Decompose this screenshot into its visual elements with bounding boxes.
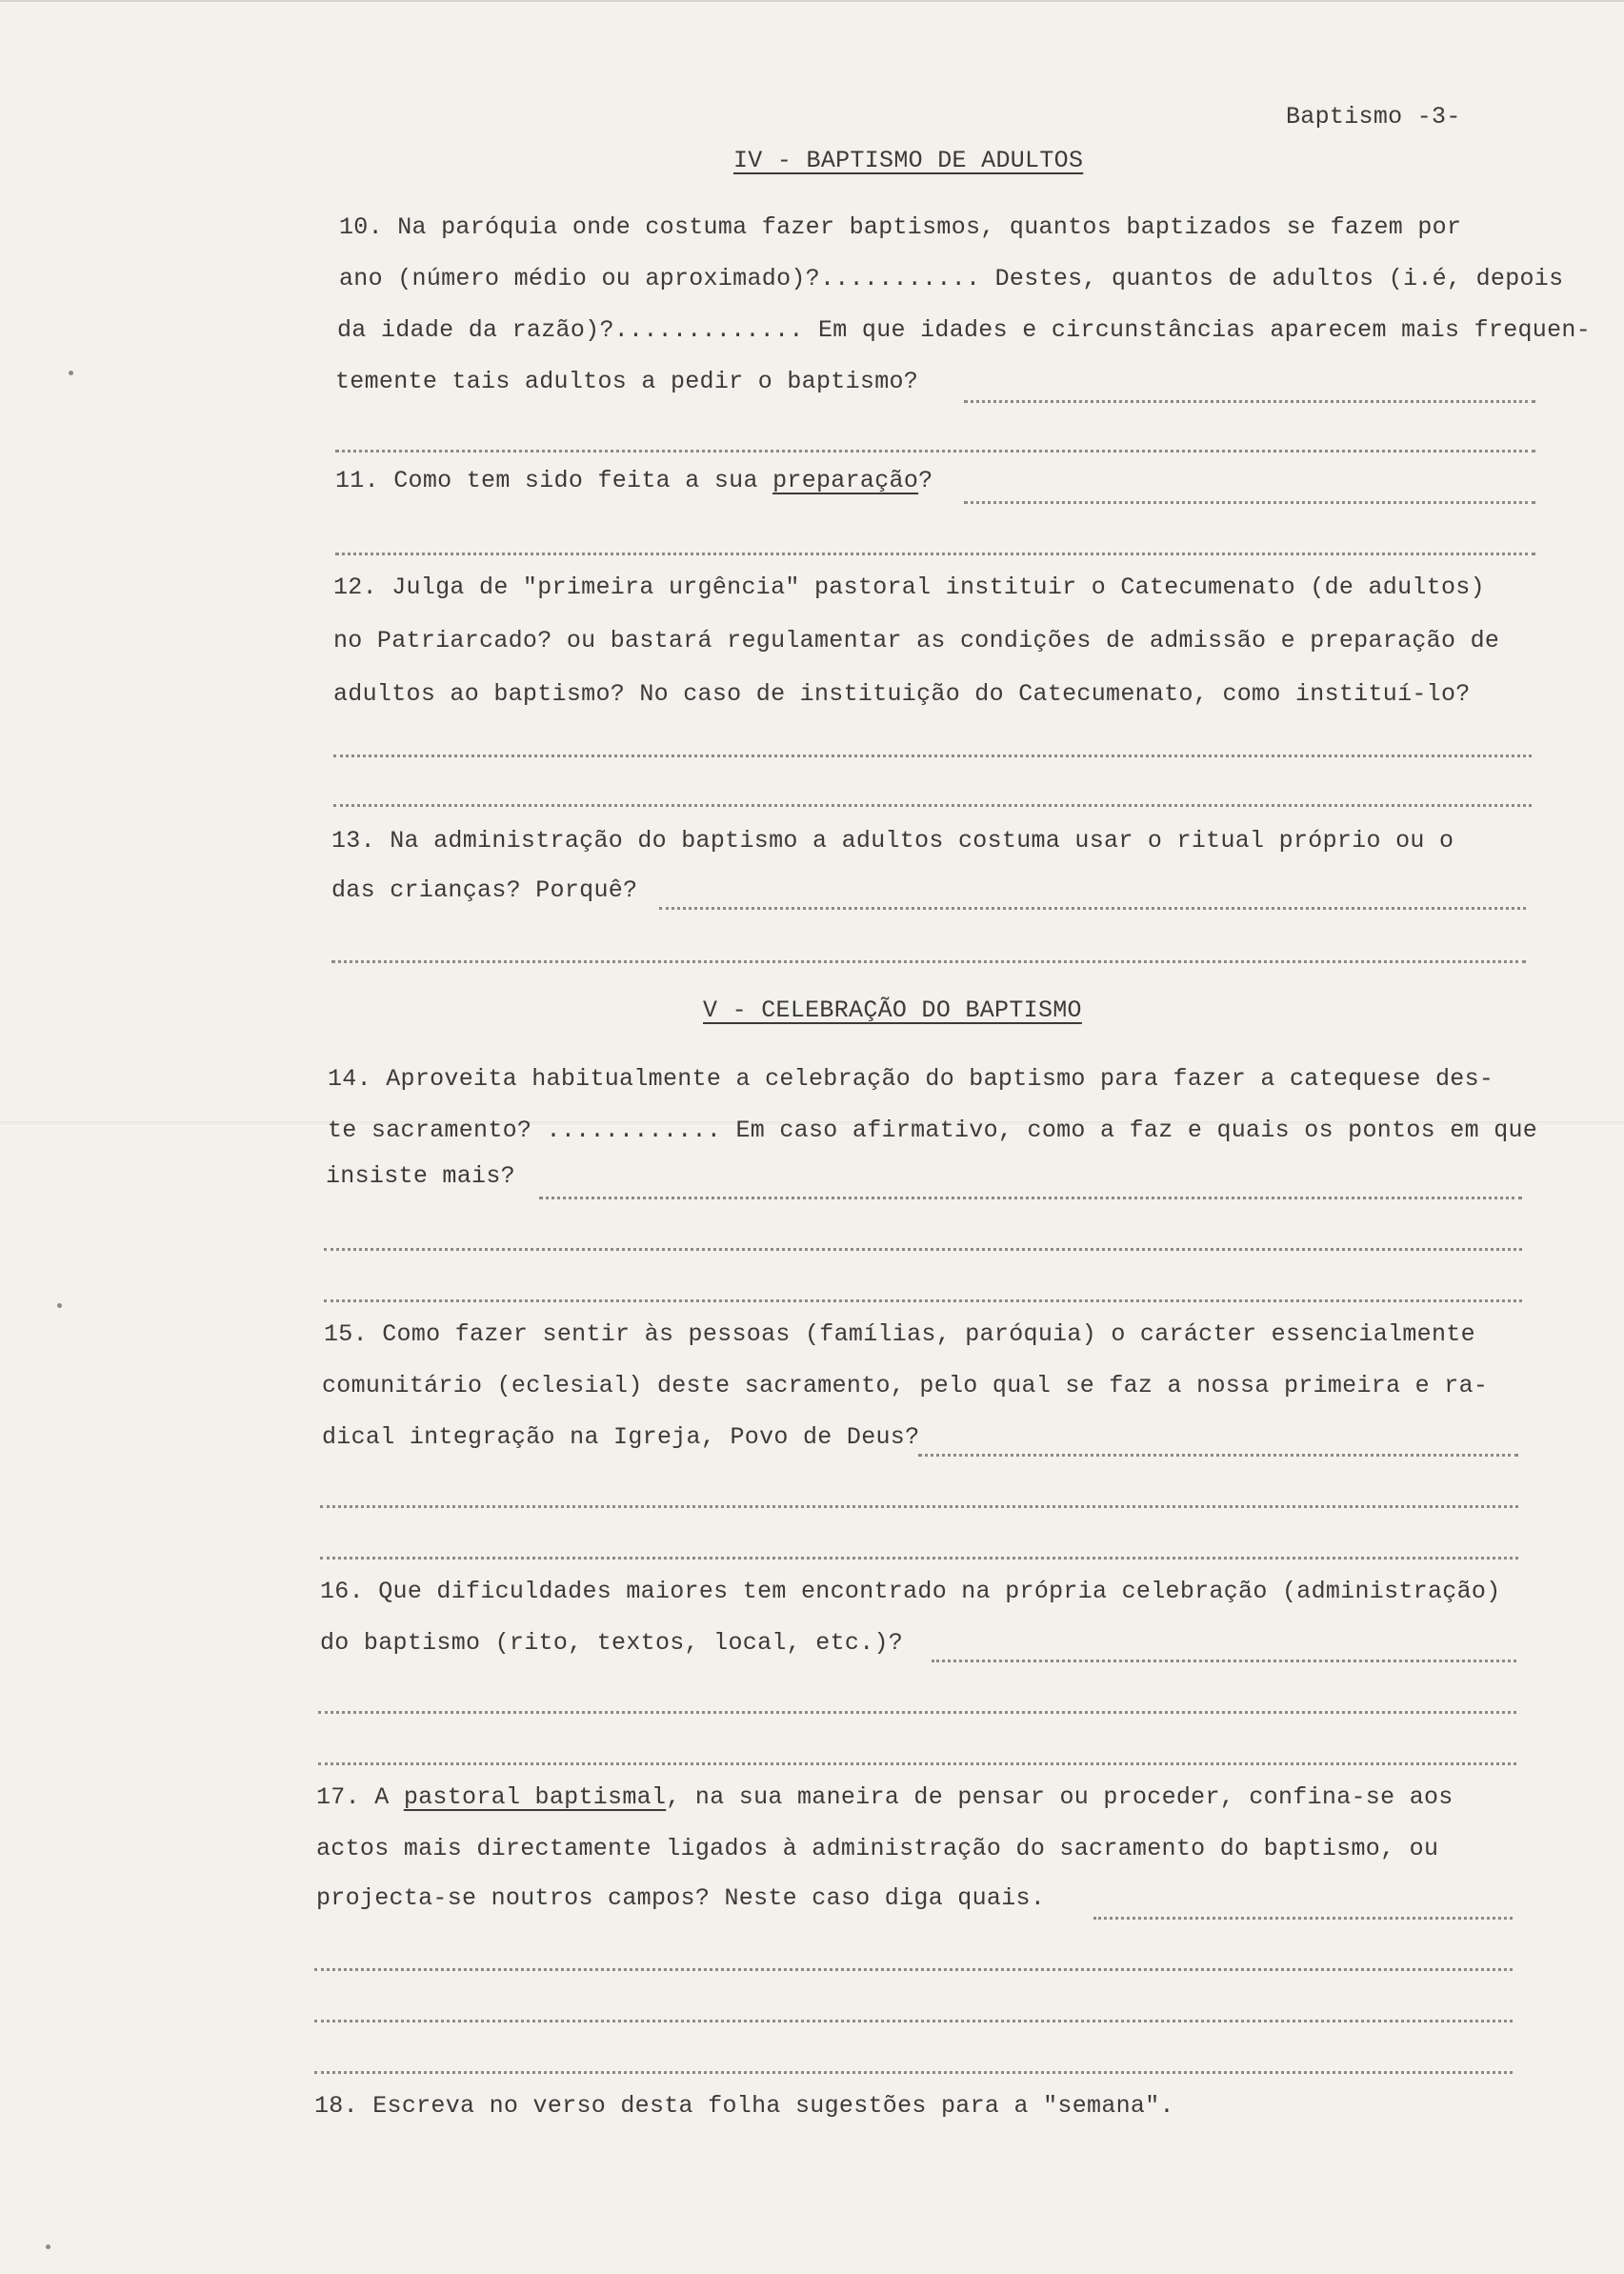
q17-suffix: , na sua maneira de pensar ou proceder, confina-se aos	[666, 1783, 1454, 1811]
q10-line-3: da idade da razão)?............. Em que idades e circunstâncias aparecem mais frequen-	[337, 316, 1592, 344]
q16-line-1: 16. Que dificuldades maiores tem encontrado na própria celebração (administração)	[320, 1578, 1501, 1605]
paper-speck	[69, 371, 73, 375]
q17-answer-line-1	[1093, 1917, 1513, 1920]
q12-line-3: adultos ao baptismo? No caso de instituição do Catecumenato, como instituí-lo?	[333, 680, 1471, 708]
q11-underlined-word: preparação	[772, 467, 919, 494]
q17-line-3: projecta-se noutros campos? Neste caso diga quais.	[316, 1884, 1046, 1912]
q12-answer-line-1	[333, 755, 1532, 757]
paper-speck	[46, 2244, 50, 2249]
q11-answer-line-1	[964, 501, 1535, 504]
running-title: Baptismo -3-	[1286, 103, 1461, 131]
q14-line-1: 14. Aproveita habitualmente a celebração do baptismo para fazer a catequese des-	[328, 1065, 1494, 1093]
q15-line-2: comunitário (eclesial) deste sacramento, pelo qual se faz a nossa primeira e ra-	[322, 1372, 1489, 1399]
q15-answer-line-3	[320, 1557, 1518, 1560]
q14-answer-line-2	[324, 1248, 1522, 1251]
q13-answer-line-1	[659, 907, 1526, 910]
q14-line-2: te sacramento? ............ Em caso afirmativo, como a faz e quais os pontos em que	[328, 1117, 1538, 1144]
q15-answer-line-2	[320, 1505, 1518, 1508]
q17-line-2: actos mais directamente ligados à administração do sacramento do baptismo, ou	[316, 1835, 1439, 1862]
q17-answer-line-4	[314, 2071, 1513, 2074]
q18-text: 18. Escreva no verso desta folha sugestões para a "semana".	[314, 2092, 1174, 2120]
paper-speck	[57, 1303, 62, 1308]
q15-answer-line-1	[918, 1454, 1518, 1457]
section-v-heading: V - CELEBRAÇÃO DO BAPTISMO	[703, 996, 1082, 1024]
q16-line-2: do baptismo (rito, textos, local, etc.)?	[320, 1629, 904, 1657]
q17-line-1	[316, 1783, 1454, 1811]
q11-prefix: 11. Como tem sido feita a sua	[335, 467, 758, 494]
q10-line-2: ano (número médio ou aproximado)?........... Destes, quantos de adultos (i.é, depois	[339, 265, 1564, 292]
q17-underlined-term: pastoral baptismal	[403, 1783, 667, 1811]
q14-line-3: insiste mais?	[326, 1162, 515, 1190]
q17-prefix: 17. A	[316, 1783, 390, 1811]
q14-answer-line-1	[539, 1197, 1522, 1199]
q13-line-1: 13. Na administração do baptismo a adultos costuma usar o ritual próprio ou o	[331, 827, 1454, 855]
q13-answer-line-2	[331, 960, 1526, 963]
q10-line-4: temente tais adultos a pedir o baptismo?	[335, 368, 919, 395]
q12-line-1: 12. Julga de "primeira urgência" pastoral instituir o Catecumenato (de adultos)	[333, 574, 1485, 601]
q11-answer-line-2	[335, 553, 1535, 555]
q17-answer-line-2	[314, 1968, 1513, 1971]
q15-line-1: 15. Como fazer sentir às pessoas (famílias, paróquia) o carácter essencialmente	[324, 1320, 1475, 1348]
q10-answer-line-1	[964, 400, 1535, 403]
q12-line-2: no Patriarcado? ou bastará regulamentar as condições de admissão e preparação de	[333, 627, 1500, 654]
q10-line-1: 10. Na paróquia onde costuma fazer baptismos, quantos baptizados se fazem por	[339, 213, 1462, 241]
q14-answer-line-3	[324, 1299, 1522, 1302]
section-iv-heading: IV - BAPTISMO DE ADULTOS	[733, 147, 1084, 174]
q16-answer-line-1	[932, 1660, 1516, 1662]
q16-answer-line-2	[318, 1711, 1516, 1714]
q17-answer-line-3	[314, 2020, 1513, 2022]
q13-line-2: das crianças? Porquê?	[331, 876, 638, 904]
q12-answer-line-2	[333, 804, 1532, 807]
q15-line-3: dical integração na Igreja, Povo de Deus?	[322, 1423, 920, 1451]
q11-suffix: ?	[918, 467, 933, 494]
q16-answer-line-3	[318, 1762, 1516, 1765]
q10-answer-line-2	[335, 450, 1535, 453]
q11-text	[335, 467, 932, 494]
